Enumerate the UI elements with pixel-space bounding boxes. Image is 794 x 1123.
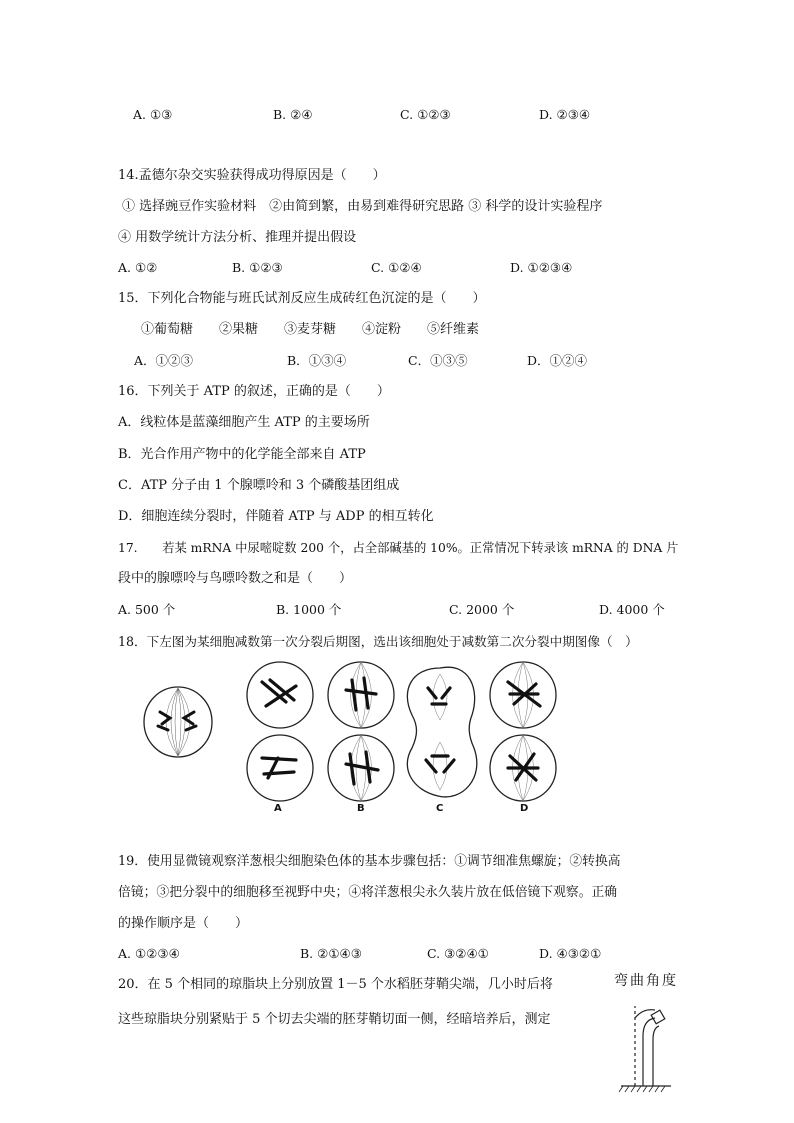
q19-option-c: C. ③②④① bbox=[427, 946, 489, 961]
q13-option-b: B. ②④ bbox=[273, 107, 313, 122]
q17-option-c: C. 2000 个 bbox=[449, 602, 515, 617]
q18-figure-label-a: A bbox=[274, 803, 282, 814]
q14-option-d: D. ①②③④ bbox=[510, 260, 573, 275]
q18-reference-cell bbox=[138, 682, 218, 762]
q14-option-a: A. ①② bbox=[118, 260, 158, 275]
q20-figure-caption: 弯曲角度 bbox=[614, 973, 678, 989]
q14-option-c: C. ①②④ bbox=[371, 260, 422, 275]
q15-option-c: C．①③⑤ bbox=[408, 353, 468, 368]
q15-option-b: B．①③④ bbox=[287, 353, 347, 368]
q15-items: ①葡萄糖 ②果糖 ③麦芽糖 ④淀粉 ⑤纤维素 bbox=[141, 322, 480, 337]
q17-option-d: D. 4000 个 bbox=[599, 602, 665, 617]
q20-stem-line-1: 20．在 5 个相同的琼脂块上分别放置 1－5 个水稻胚芽鞘尖端，几小时后将 bbox=[118, 977, 553, 992]
q19-option-b: B. ②①④③ bbox=[300, 946, 362, 961]
q17-option-b: B. 1000 个 bbox=[276, 602, 342, 617]
q19-stem-line-2: 倍镜；③把分裂中的细胞移至视野中央；④将洋葱根尖永久装片放在低倍镜下观察。正确 bbox=[118, 885, 618, 900]
q17-stem-line-1: 17. 若某 mRNA 中尿嘧啶数 200 个，占全部碱基的 10%。正常情况下转录该 mRNA 的 DNA 片 bbox=[118, 541, 679, 555]
q17-option-a: A. 500 个 bbox=[118, 602, 176, 617]
q16-option-b: B．光合作用产物中的化学能全部来自 ATP bbox=[118, 447, 366, 462]
q18-stem: 18．下左图为某细胞减数第一次分裂后期图，选出该细胞处于减数第二次分裂中期图像（ ） bbox=[118, 634, 638, 649]
q14-stem: 14.孟德尔杂交实验获得成功得原因是（ ） bbox=[118, 168, 386, 183]
q13-option-c: C. ①②③ bbox=[400, 107, 451, 122]
q16-stem: 16．下列关于 ATP 的叙述，正确的是（ ） bbox=[118, 384, 390, 399]
q18-option-figures bbox=[240, 660, 560, 805]
q17-stem-line-2: 段中的腺嘌呤与鸟嘌呤数之和是（ ） bbox=[118, 571, 353, 586]
q16-option-d: D．细胞连续分裂时，伴随着 ATP 与 ADP 的相互转化 bbox=[118, 509, 434, 524]
q19-option-d: D. ④③②① bbox=[539, 946, 602, 961]
q14-option-b: B. ①②③ bbox=[232, 260, 283, 275]
q14-choice-line-1: ① 选择豌豆作实验材料 ②由简到繁，由易到难得研究思路 ③ 科学的设计实验程序 bbox=[122, 199, 603, 214]
q13-option-a: A. ①③ bbox=[133, 107, 173, 122]
q16-option-a: A．线粒体是蓝藻细胞产生 ATP 的主要场所 bbox=[118, 415, 370, 430]
q18-figure-label-b: B bbox=[357, 803, 365, 814]
q18-figure-label-c: C bbox=[436, 803, 444, 814]
q13-option-d: D. ②③④ bbox=[539, 107, 591, 122]
q20-stem-line-2: 这些琼脂块分别紧贴于 5 个切去尖端的胚芽鞘切面一侧，经暗培养后，测定 bbox=[118, 1012, 551, 1027]
q14-choice-line-2: ④ 用数学统计方法分析、推理并提出假设 bbox=[118, 230, 357, 245]
q15-option-a: A．①②③ bbox=[134, 353, 194, 368]
q18-figure-label-d: D bbox=[520, 803, 529, 814]
q15-stem: 15．下列化合物能与班氏试剂反应生成砖红色沉淀的是（ ） bbox=[118, 291, 486, 306]
q15-option-d: D．①②④ bbox=[527, 353, 588, 368]
q19-stem-line-1: 19．使用显微镜观察洋葱根尖细胞染色体的基本步骤包括：①调节细准焦螺旋；②转换高 bbox=[118, 854, 621, 869]
q16-option-c: C．ATP 分子由 1 个腺嘌呤和 3 个磷酸基团组成 bbox=[118, 478, 400, 493]
q19-stem-line-3: 的操作顺序是（ ） bbox=[118, 916, 249, 931]
q19-option-a: A. ①②③④ bbox=[118, 946, 180, 961]
q20-coleoptile-figure bbox=[615, 998, 695, 1096]
